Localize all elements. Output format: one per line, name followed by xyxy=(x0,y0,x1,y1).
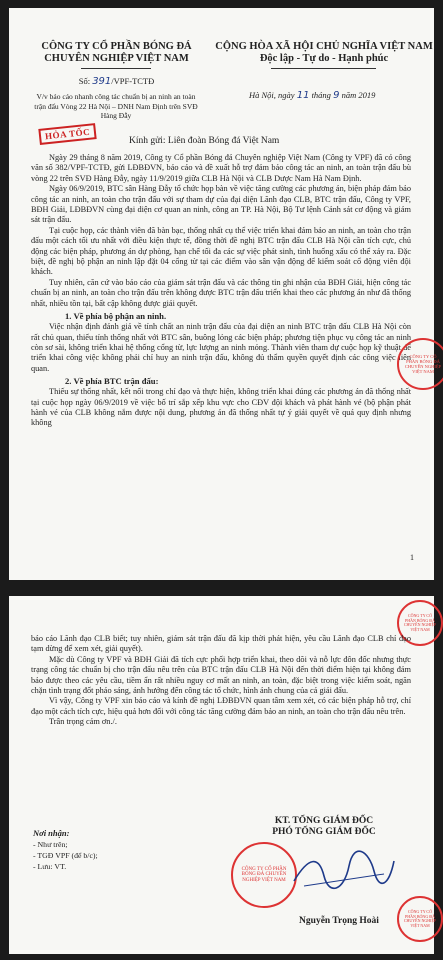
section-heading: 1. Về phía bộ phận an ninh. xyxy=(65,311,167,322)
paragraph: Ngày 29 tháng 8 năm 2019, Công ty Cổ phần Bóng đá Chuyên nghiệp Việt Nam (Công ty VPF) đã có công văn số 382/VPF-TCTĐ, gửi LĐBĐVN, báo cáo và đề xuất hỗ trợ đảm bảo công tác an ninh, an toàn trận đấu bù vòng 22 trên SVĐ Hàng Đẫy, ngày 11/9/2019 giữa CLB Hà Nội và CLB Dược Nam Hà Nam Định. xyxy=(31,153,411,183)
paragraph: Vì vậy, Công ty VPF xin báo cáo và kính đề nghị LĐBĐVN quan tâm xem xét, có các biện pháp hỗ trợ, chỉ đạo một cách tích cực, hiệu quả hơn đối với công tác tăng cường đảm bảo an ninh, an toàn cho trận đấu nêu trên. xyxy=(31,696,411,716)
urgent-stamp: HỎA TỐC xyxy=(38,123,96,145)
paragraph: Ngày 06/9/2019, BTC sân Hàng Đẫy tổ chức họp bàn về việc tăng cường các phương án, biện pháp đảm bảo công tác an ninh, an toàn cho trận đấu với sự tham dự của đại diện Lãnh đạo CLB, BTC trận đấu, Công ty VPF, BĐH Giải, LĐBĐVN cùng đại diện cơ quan an ninh, công an TP. Hà Nội, Bộ Tư lệnh Cảnh sát cơ động và giám sát trận đấu. xyxy=(31,184,411,225)
margin-stamp xyxy=(397,338,443,390)
signature-scribble-icon xyxy=(289,846,399,896)
place-date: Hà Nội, ngày 11 tháng 9 năm 2019 xyxy=(249,90,376,101)
paragraph: Thiếu sự thống nhất, kết nối trong chỉ đạo và thực hiện, không triển khai đúng các phương án đã thống nhất tại cuộc họp ngày 06/9/2019 về việc bố trí sắp xếp khu vực cho CĐV đội khách và phát hành vé (bộ phận phát hành vé của CLB không nắm được nội dung, phương án đã thống nhất tự ý giải quyết về quá quy định nhưng không xyxy=(31,387,411,428)
margin-stamp xyxy=(397,896,443,942)
stamp-text: CÔNG TY CỔ PHẦN BÓNG ĐÁ CHUYÊN NGHIỆP VIỆT NAM xyxy=(241,866,287,883)
motto-underline xyxy=(271,68,376,69)
recipient-line: Kính gửi: Liên đoàn Bóng đá Việt Nam xyxy=(129,136,280,146)
paragraph: Việc nhận định đánh giá về tính chất an ninh trận đấu của đại diện an ninh BTC trận đấu CLB Hà Nội còn rất chủ quan, thiếu tính thống nhất với BTC sân, buông lỏng các biện pháp; phương tiện phục vụ công tác an ninh còn sơ sài, không triển khai hệ thống cổng từ, lực lượng an ninh mỏng. Thành viên tham dự cuộc họp kỹ thuật để triển khai công việc không phải chỉ huy an ninh trận đấu, không đủ thẩm quyền quyết định các công việc liên quan. xyxy=(31,322,411,373)
document-page-2 xyxy=(9,596,437,954)
document-number: Số: 391/VPF-TCTĐ xyxy=(78,76,155,87)
stamp-text: CÔNG TY CỔ PHẦN BÓNG ĐÁ CHUYÊN NGHIỆP VIỆT NAM xyxy=(404,354,442,374)
stamp-text: CÔNG TY CỔ PHẦN BÓNG ĐÁ CHUYÊN NGHIỆP VIỆT NAM xyxy=(403,909,437,928)
stamp-text: CÔNG TY CỔ PHẦN BÓNG ĐÁ CHUYÊN NGHIỆP VIỆT NAM xyxy=(403,613,437,632)
signer-name: Nguyễn Trọng Hoài xyxy=(299,916,379,926)
paragraph: Tuy nhiên, căn cứ vào báo cáo của giám sát trận đấu và các thông tin ghi nhận của BĐH Giải, hiện công tác chuẩn bị an ninh, an toàn cho trận đấu trên không được BTC trận đấu triển khai theo các phương án như đã thống nhất, nhiều tồn tại, bất cập không được giải quyết. xyxy=(31,277,411,308)
paragraph: Tại cuộc họp, các thành viên đã bàn bạc, thống nhất cụ thể việc triển khai đảm bảo an ninh, an toàn cho trận đấu một cách tối ưu nhất với điều kiện thực tế, đồng thời đề nghị BTC trận đấu CLB Hà Nội cần tích cực, chủ động các biện pháp, phương án dự phòng, hạn chế tối đa các sự việc phát sinh, tình huống xấu có thể xảy ra. Đặc biệt, đề nghị bộ phận an ninh lập đặt 04 cổng từ tại các điểm vào sân vận động để kiểm soát cổ động viên đội khách. xyxy=(31,225,411,277)
paragraph: Trân trọng cảm ơn./. xyxy=(49,717,117,727)
section-heading: 2. Về phía BTC trận đấu: xyxy=(65,376,159,387)
paragraph: báo cáo Lãnh đạo CLB biết; tuy nhiên, giám sát trận đấu đã kịp thời phát hiện, yêu cầu Lãnh đạo CLB chỉ đạo tạm dừng để xem xét, giải quyết). xyxy=(31,634,411,654)
document-page-1 xyxy=(9,8,442,580)
page-number: 1 xyxy=(410,553,414,562)
page2-body xyxy=(31,634,411,728)
document-subject: V/v báo cáo nhanh công tác chuẩn bị an ninh an toàn trận đấu Vòng 22 Hà Nội – DNH Nam Định trên SVĐ Hàng Đẫy xyxy=(34,92,198,120)
signature-title: KT. TỔNG GIÁM ĐỐC PHÓ TỔNG GIÁM ĐỐC xyxy=(272,816,376,837)
company-underline xyxy=(81,68,151,69)
paragraph: Mặc dù Công ty VPF và BĐH Giải đã tích cực phối hợp triển khai, theo dõi và nỗ lực đôn đốc nhưng thực trạng công tác chuẩn bị cho trận đấu nêu trên của BTC trận đấu CLB Hà Nội đến thời điểm hiện tại không đảm bảo được theo các yêu cầu, tiềm ẩn rất nhiều nguy cơ mất an ninh, an toàn, đặc biệt trong việc kiểm soát, ngăn chặn tình trạng đốt pháo sáng, ảnh hưởng đến công tác tổ chức, hình ảnh chung của cả giải đấu. xyxy=(31,654,411,696)
recipients-list: Nơi nhận: - Như trên; - TGĐ VPF (để b/c); - Lưu: VT. xyxy=(33,828,98,871)
company-seal xyxy=(231,842,297,908)
company-name: CÔNG TY CỔ PHẦN BÓNG ĐÁ CHUYÊN NGHIỆP VIỆT NAM xyxy=(41,41,192,64)
national-motto: CỘNG HÒA XÃ HỘI CHỦ NGHĨA VIỆT NAM Độc lập - Tự do - Hạnh phúc xyxy=(215,41,433,64)
page1-body xyxy=(31,153,411,429)
